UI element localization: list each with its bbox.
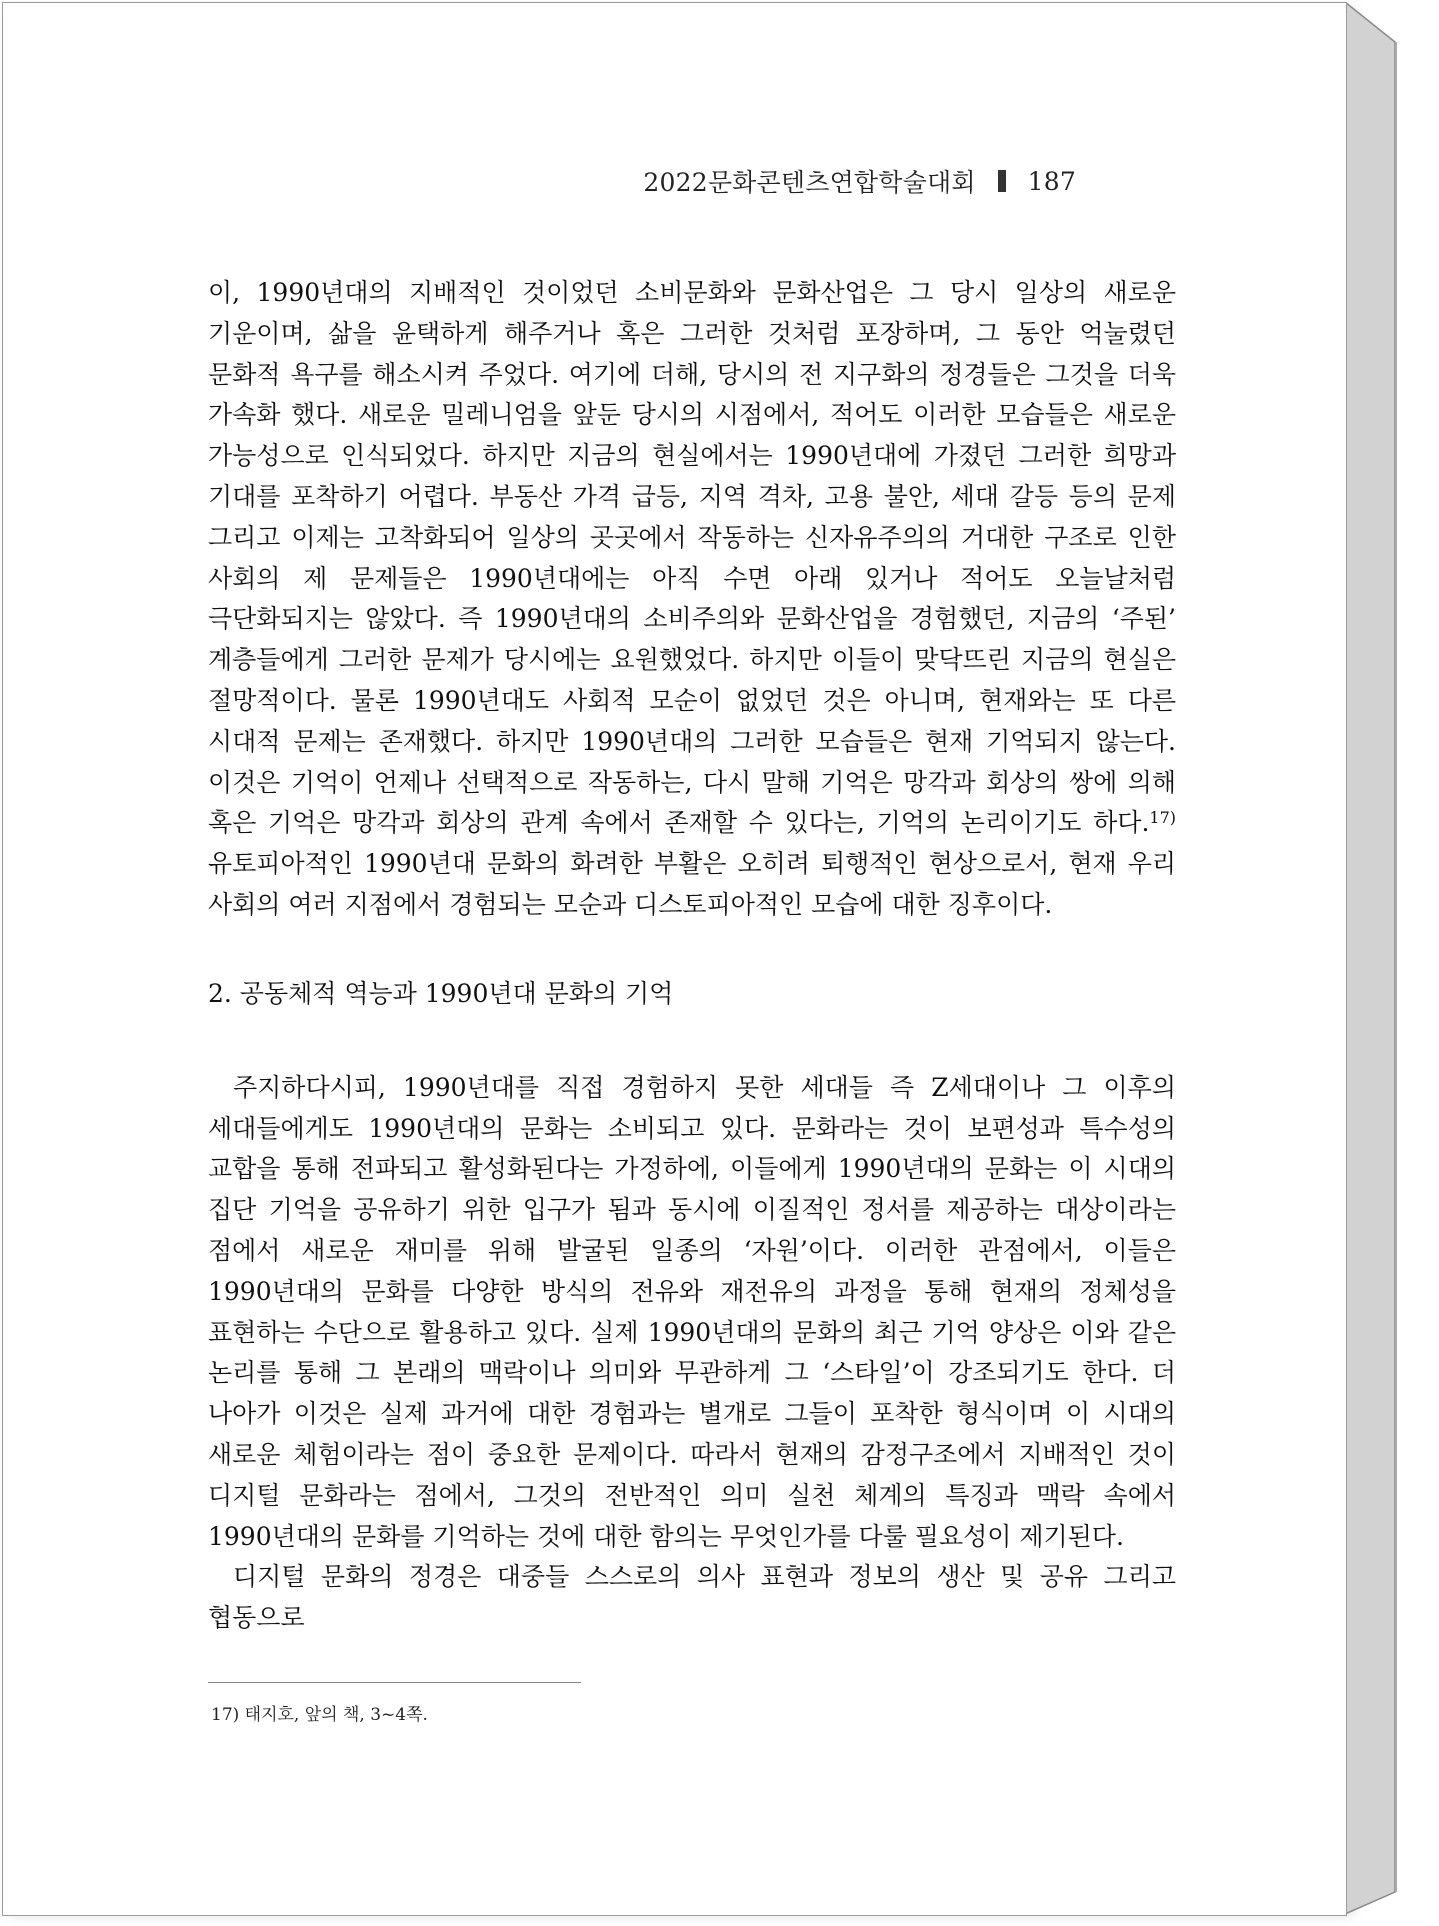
running-header (643, 163, 1076, 199)
paragraph-text: 이, 1990년대의 지배적인 것이었던 소비문화와 문화산업은 그 당시 일상의 새로운 기운이며, 삶을 윤택하게 해주거나 혹은 그러한 것처럼 포장하며, 그 동안 억눌렸던 문화적 욕구를 해소시켜 주었다. 여기에 더해, 당시의 전 지구화의 정경들은 그것을 더욱 가속화 했다. 새로운 밀레니엄을 앞둔 당시의 시점에서, 적어도 이러한 모습들은 새로운 가능성으로 인식되었다. 하지만 지금의 현실에서는 1990년대에 가졌던 그러한 희망과 기대를 포착하기 어렵다. 부동산 가격 급등, 지역 격차, 고용 불안, 세대 갈등 등의 문제 그리고 이제는 고착화되어 일상의 곳곳에서 작동하는 신자유주의의 거대한 구조로 인한 사회의 제 문제들은 1990년대에는 아직 수면 아래 있거나 적어도 오늘날처럼 극단화되지는 않았다. 즉 1990년대의 소비주의와 문화산업을 경험했던, 지금의 ‘주된’ 계층들에게 그러한 문제가 당시에는 요원했었다. 하지만 이들이 맞닥뜨린 지금의 현실은 절망적이다. 물론 1990년대도 사회적 모순이 없었던 것은 아니며, 현재와는 또 다른 시대적 문제는 존재했다. 하지만 1990년대의 그러한 모습들은 현재 기억되지 않는다. 이것은 기억이 언제나 선택적으로 작동하는, 다시 말해 기억은 망각과 회상의 쌍에 의해 혹은 기억은 망각과 회상의 관계 속에서 존재할 수 있다는, 기억의 논리이기도 하다. (208, 278, 1176, 838)
book-page-edge (1345, 2, 1435, 1914)
page-number: 187 (1027, 166, 1076, 196)
section-heading: 2. 공동체적 역능과 1990년대 문화의 기억 (208, 978, 674, 1008)
running-title: 2022문화콘텐츠연합학술대회 (643, 168, 976, 197)
header-separator-bar (998, 170, 1006, 192)
book-page (2, 2, 1347, 1916)
paragraph: 디지털 문화의 정경은 대중들 스스로의 의사 표현과 정보의 생산 및 공유 그리고 협동으로 (208, 1562, 1176, 1633)
footnote-divider (208, 1682, 581, 1683)
paragraph-text-tail: 유토피아적인 1990년대 문화의 화려한 부활은 오히려 퇴행적인 현상으로서, 현재 우리 사회의 여러 지점에서 경험되는 모순과 디스토피아적인 모습에 대한 징후이다. (208, 849, 1176, 919)
footnote: 17) 태지호, 앞의 책, 3~4쪽. (211, 1705, 428, 1725)
paragraph: 주지하다시피, 1990년대를 직접 경험하지 못한 세대들 즉 Z세대이나 그 이후의 세대들에게도 1990년대의 문화는 소비되고 있다. 문화라는 것이 보편성과 특수성의 교합을 통해 전파되고 활성화된다는 가정하에, 이들에게 1990년대의 문화는 이 시대의 집단 기억을 공유하기 위한 입구가 됨과 동시에 이질적인 정서를 제공하는 대상이라는 점에서 새로운 재미를 위해 발굴된 일종의 ‘자원’이다. 이러한 관점에서, 이들은 1990년대의 문화를 다양한 방식의 전유와 재전유의 과정을 통해 현재의 정체성을 표현하는 수단으로 활용하고 있다. 실제 1990년대의 문화의 최근 기억 양상은 이와 같은 논리를 통해 그 본래의 맥락이나 의미와 무관하게 그 ‘스타일’이 강조되기도 한다. 더 나아가 이것은 실제 과거에 대한 경험과는 별개로 그들이 포착한 형식이며 이 시대의 새로운 체험이라는 점이 중요한 문제이다. 따라서 현재의 감정구조에서 지배적인 것이 디지털 문화라는 점에서, 그것의 전반적인 의미 실천 체계의 특징과 맥락 속에서 1990년대의 문화를 기억하는 것에 대한 함의는 무엇인가를 다룰 필요성이 제기된다. (208, 1072, 1176, 1551)
footnote-reference[interactable]: 17) (1149, 808, 1176, 828)
paragraph-continuation (208, 273, 1176, 926)
body-text (208, 273, 1176, 1639)
